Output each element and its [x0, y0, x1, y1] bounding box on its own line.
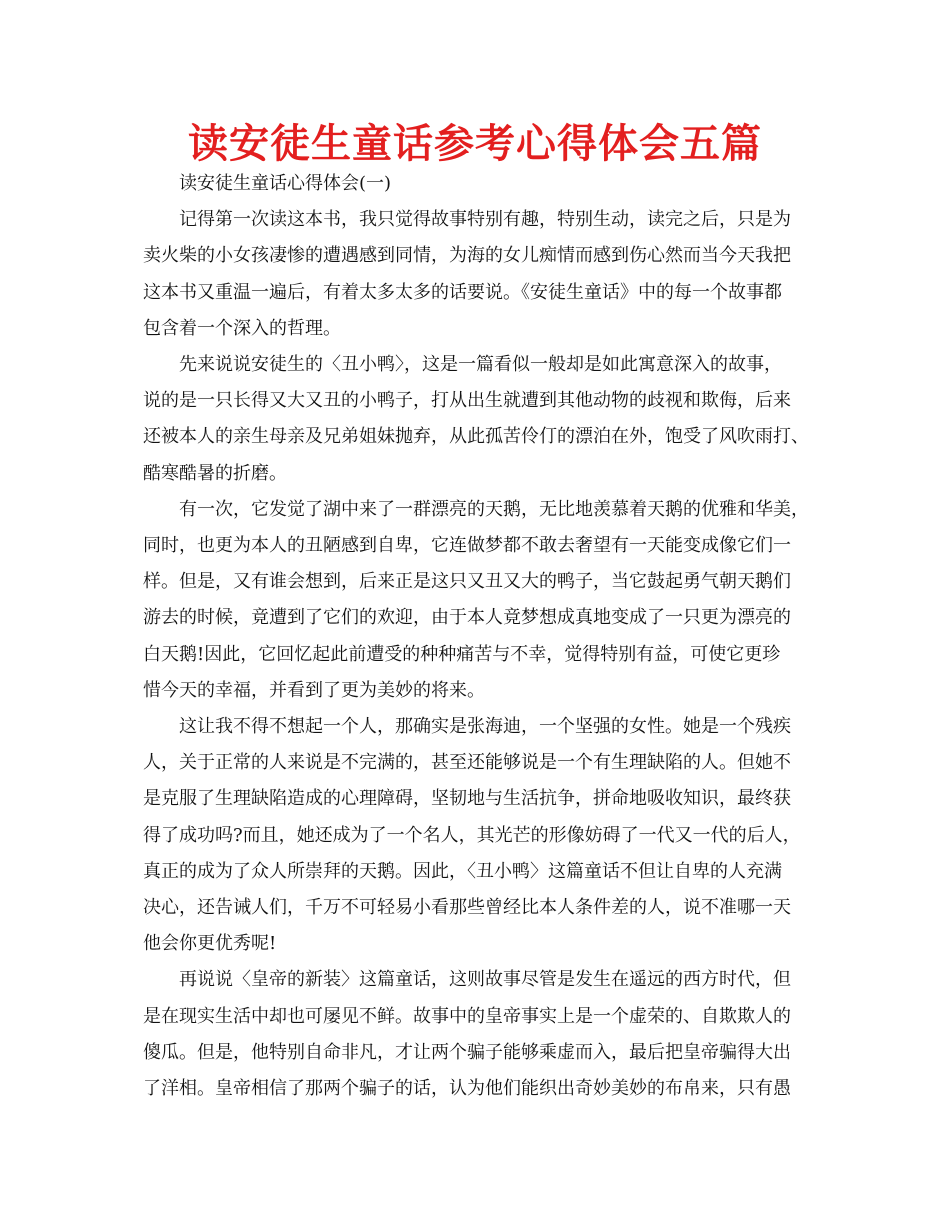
text-line: 真正的成为了众人所崇拜的天鹅。因此，〈丑小鸭〉这篇童话不但让自卑的人充满: [143, 860, 782, 882]
text-line: 还被本人的亲生母亲及兄弟姐妹抛弃，从此孤苦伶仃的漂泊在外，饱受了风吹雨打、: [143, 426, 809, 448]
section-subtitle: [143, 166, 813, 202]
text-line: 惜今天的幸福，并看到了更为美妙的将来。: [143, 679, 485, 701]
text-line: 有一次，它发觉了湖中来了一群漂亮的天鹅，无比地羡慕着天鹅的优雅和华美，: [179, 498, 809, 520]
paragraph-4: [143, 709, 813, 962]
text-line: 人，关于正常的人来说是不完满的，甚至还能够说是一个有生理缺陷的人。但她不: [143, 752, 791, 774]
text-line: 是克服了生理缺陷造成的心理障碍，坚韧地与生活抗争，拼命地吸收知识，最终获: [143, 788, 791, 810]
text-line: 先来说说安徒生的〈丑小鸭〉，这是一篇看似一般却是如此寓意深入的故事，: [179, 354, 782, 376]
text-line: 白天鹅!因此，它回忆起此前遭受的种种痛苦与不幸，觉得特别有益，可使它更珍: [143, 643, 781, 665]
document-title: 读安徒生童话参考心得体会五篇: [188, 120, 762, 167]
text-line: 决心，还告诫人们，千万不可轻易小看那些曾经比本人条件差的人，说不准哪一天: [143, 897, 791, 919]
text-line: 他会你更优秀呢!: [143, 933, 277, 955]
section-subtitle-text: 读安徒生童话心得体会(一): [179, 173, 392, 194]
text-line: 这让我不得不想起一个人，那确实是张海迪，一个坚强的女性。她是一个残疾: [179, 716, 791, 738]
text-line: 了洋相。皇帝相信了那两个骗子的话，认为他们能织出奇妙美妙的布帛来，只有愚: [143, 1078, 791, 1100]
text-line: 游去的时候，竟遭到了它们的欢迎，由于本人竟梦想成真地变成了一只更为漂亮的: [143, 607, 791, 629]
paragraph-1: [143, 202, 813, 347]
text-line: 得了成功吗?而且，她还成为了一个名人，其光芒的形像妨碍了一代又一代的后人，: [143, 824, 801, 846]
text-line: 是在现实生活中却也可屡见不鲜。故事中的皇帝事实上是一个虚荣的、自欺欺人的: [143, 1005, 791, 1027]
text-line: 包含着一个深入的哲理。: [143, 317, 341, 339]
text-line: 酷寒酷暑的折磨。: [143, 462, 287, 484]
text-line: 傻瓜。但是，他特别自命非凡，才让两个骗子能够乘虚而入，最后把皇帝骗得大出: [143, 1041, 791, 1063]
text-line: 同时，也更为本人的丑陋感到自卑，它连做梦都不敢去奢望有一天能变成像它们一: [143, 535, 791, 557]
paragraph-5: [143, 962, 813, 1107]
text-line: 卖火柴的小女孩凄惨的遭遇感到同情，为海的女儿痴情而感到伤心然而当今天我把: [143, 245, 791, 267]
paragraph-3: [143, 492, 813, 709]
text-line: 说的是一只长得又大又丑的小鸭子，打从出生就遭到其他动物的歧视和欺侮，后来: [143, 390, 791, 412]
text-line: 样。但是，又有谁会想到，后来正是这只又丑又大的鸭子，当它鼓起勇气朝天鹅们: [143, 571, 791, 593]
text-line: 记得第一次读这本书，我只觉得故事特别有趣，特别生动，读完之后，只是为: [179, 209, 791, 231]
document-body: [143, 166, 813, 1107]
paragraph-2: [143, 347, 813, 492]
text-line: 这本书又重温一遍后，有着太多太多的话要说。《安徒生童话》中的每一个故事都: [143, 281, 782, 303]
text-line: 再说说〈皇帝的新装〉这篇童话，这则故事尽管是发生在遥远的西方时代，但: [179, 969, 791, 991]
